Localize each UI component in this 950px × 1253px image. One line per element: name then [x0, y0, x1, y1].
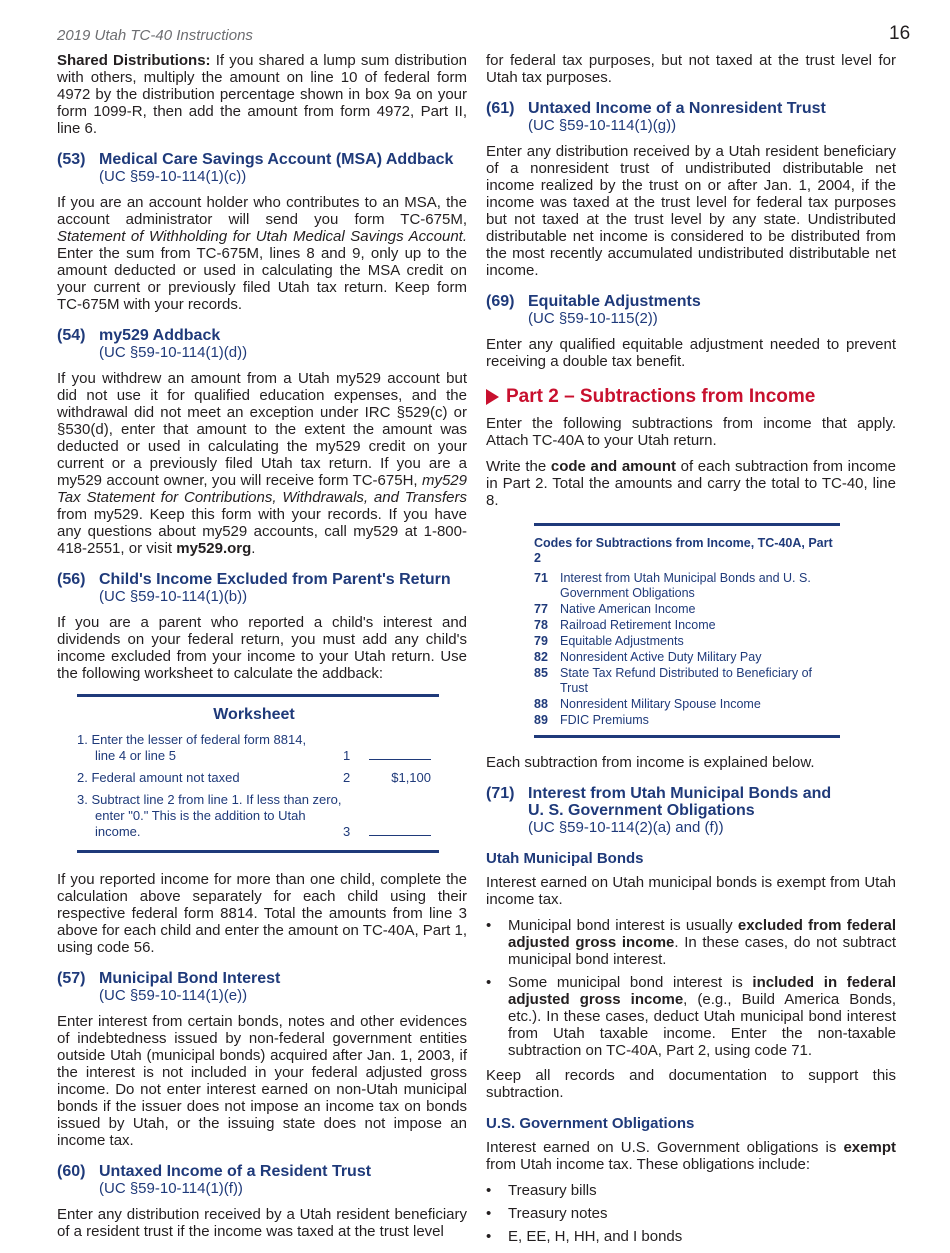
section-60-text: Enter any distribution received by a Utah resident beneficiary of a resident trust if the income was taxed at the trust level: [57, 1206, 467, 1240]
worksheet-title: Worksheet: [213, 706, 295, 723]
section-53-heading: (53) Medical Care Savings Account (MSA) Addback (UC §59-10-114(1)(c)): [57, 151, 454, 185]
section-56-text: If you are a parent who reported a child's interest and dividends on your federal return, you must add any child's income excluded from your income to your Utah return. Use the following worksheet to calculate the addback:: [57, 614, 467, 682]
section-61-text: Enter any distribution received by a Utah resident beneficiary of a nonresident trust of undistributed distributable net income realized by the trust on or after Jan. 1, 2004, if the income was taxed at the trust level for federal tax purposes but not taxed at the trust level by any state. Undistributed distributable net income is considered to be distributed from the most recently accumulated undistributed distributable net income.: [486, 143, 896, 279]
section-56-heading: (56) Child's Income Excluded from Parent's Return (UC §59-10-114(1)(b)): [57, 571, 451, 605]
worksheet-line-1: 1. Enter the lesser of federal form 8814, line 4 or line 5 1: [77, 732, 431, 764]
part-2-intro-text: Enter the following subtractions from income that apply. Attach TC-40A to your Utah return.: [486, 415, 896, 449]
section-71-heading: (71) Interest from Utah Municipal Bonds and U. S. Government Obligations (UC §59-10-114(2)(a) and (f)): [486, 785, 832, 836]
page-number: 16: [889, 23, 911, 44]
worksheet-line-2-value: $1,100: [391, 770, 431, 785]
section-61-heading: (61) Untaxed Income of a Nonresident Trust (UC §59-10-114(1)(g)): [486, 100, 826, 134]
us-government-obligations-text: Interest earned on U.S. Government obligations is exempt from Utah income tax. These obligations include:: [486, 1139, 896, 1173]
keep-records-text: Keep all records and documentation to support this subtraction.: [486, 1067, 896, 1101]
section-69-text: Enter any qualified equitable adjustment needed to prevent receiving a double tax benefit.: [486, 336, 896, 370]
list-item: • Municipal bond interest is usually excluded from federal adjusted gross income. In these cases, do not subtract municipal bond interest.: [486, 917, 896, 968]
part-2-heading: Part 2 – Subtractions from Income: [486, 388, 896, 405]
list-item: • Treasury bills: [486, 1182, 597, 1199]
part-2-instructions-text: Write the code and amount of each subtraction from income in Part 2. Total the amounts and carry the total to TC-40, line 8.: [486, 458, 896, 509]
document-header-title: 2019 Utah TC-40 Instructions: [57, 27, 253, 44]
list-item: • E, EE, H, HH, and I bonds: [486, 1228, 683, 1245]
us-government-obligations-list: [486, 1182, 896, 1245]
section-54-heading: (54) my529 Addback (UC §59-10-114(1)(d)): [57, 327, 248, 361]
code-item: 85 State Tax Refund Distributed to Beneficiary of Trust: [534, 666, 812, 695]
shared-distributions-paragraph: Shared Distributions: If you shared a lump sum distribution with others, multiply the amount on line 10 of federal form 4972 by the distribution percentage shown in box 9a on your form 1099-R, then add the amount from form 4972, Part II, line 6.: [57, 52, 467, 137]
code-item: 78 Railroad Retirement Income: [534, 618, 716, 632]
my529-link: my529.org: [176, 540, 252, 557]
code-item: 71 Interest from Utah Municipal Bonds and U. S. Government Obligations: [534, 571, 811, 600]
list-item: • Treasury notes: [486, 1205, 608, 1222]
us-government-obligations-heading: U.S. Government Obligations: [486, 1115, 695, 1132]
subtraction-codes-box: [534, 523, 840, 738]
code-item: 79 Equitable Adjustments: [534, 634, 684, 648]
worksheet: [77, 694, 439, 853]
code-item: 77 Native American Income: [534, 602, 696, 616]
section-54-text: If you withdrew an amount from a Utah my529 account but did not use it for qualified education expenses, and the withdrawal did not meet an exception under IRC §529(c) or §530(d), enter that amount to the extent the amount was deducted or used in calculating the my529 credit on your current or a previously filed Utah tax return. If you are a my529 account owner, you will receive form TC-675H, my529 Tax Statement for Contributions, Withdrawals, and Transfers from my529. Keep this form with your records. If you have any questions about my529 accounts, call my529 at 1-800-418-2551, or visit my529.org.: [57, 370, 467, 557]
codes-title: Codes for Subtractions from Income, TC-40A, Part 2: [534, 536, 833, 565]
each-explained-text: Each subtraction from income is explained below.: [486, 754, 815, 771]
left-column: [57, 52, 467, 1249]
section-56-after-text: If you reported income for more than one child, complete the calculation above separately for each child using their respective federal form 8814. Total the amounts from line 3 above for each child and enter the amount on TC-40A, Part 1, using code 56.: [57, 871, 467, 956]
section-60-text-continued: for federal tax purposes, but not taxed at the trust level for Utah tax purposes.: [486, 52, 896, 86]
worksheet-line-2: 2. Federal amount not taxed 2 $1,100: [77, 770, 431, 785]
triangle-right-icon: [486, 389, 499, 405]
utah-municipal-bonds-heading: Utah Municipal Bonds: [486, 850, 644, 867]
worksheet-line-3: 3. Subtract line 2 from line 1. If less than zero, enter "0." This is the addition to Utah income. 3: [77, 792, 431, 840]
code-item: 88 Nonresident Military Spouse Income: [534, 697, 761, 711]
section-57-text: Enter interest from certain bonds, notes and other evidences of indebtedness issued by non-federal government entities outside Utah (municipal bonds) acquired after Jan. 1, 2003, if the interest is not included in your federal adjusted gross income. Do not enter interest earned on non-Utah municipal bonds if the issuer does not impose an income tax on bonds issued by Utah, or the issuing state does not impose an income tax.: [57, 1013, 467, 1149]
worksheet-line-1-blank[interactable]: [369, 746, 431, 760]
right-column: [486, 52, 896, 1253]
code-item: 82 Nonresident Active Duty Military Pay: [534, 650, 762, 664]
worksheet-line-3-blank[interactable]: [369, 822, 431, 836]
section-60-heading: (60) Untaxed Income of a Resident Trust (UC §59-10-114(1)(f)): [57, 1163, 372, 1197]
utah-municipal-bonds-list: [486, 917, 896, 1059]
section-69-heading: (69) Equitable Adjustments (UC §59-10-115(2)): [486, 293, 701, 327]
list-item: • Some municipal bond interest is included in federal adjusted gross income, (e.g., Build America Bonds, etc.). In these cases, deduct Utah municipal bond interest from Utah taxable income. Enter the non-taxable subtraction on TC-40A, Part 2, using code 71.: [486, 974, 897, 1059]
section-53-text: If you are an account holder who contributes to an MSA, the account administrator will send you form TC-675M, Statement of Withholding for Utah Medical Savings Account. Enter the sum from TC-675M, lines 8 and 9, only up to the amount deducted or used in calculating the MSA credit on your current or previously filed Utah tax return. Keep form TC-675M with your records.: [57, 194, 467, 313]
section-57-heading: (57) Municipal Bond Interest (UC §59-10-114(1)(e)): [57, 970, 281, 1004]
code-item: 89 FDIC Premiums: [534, 713, 649, 727]
utah-municipal-bonds-text: Interest earned on Utah municipal bonds is exempt from Utah income tax.: [486, 874, 896, 908]
